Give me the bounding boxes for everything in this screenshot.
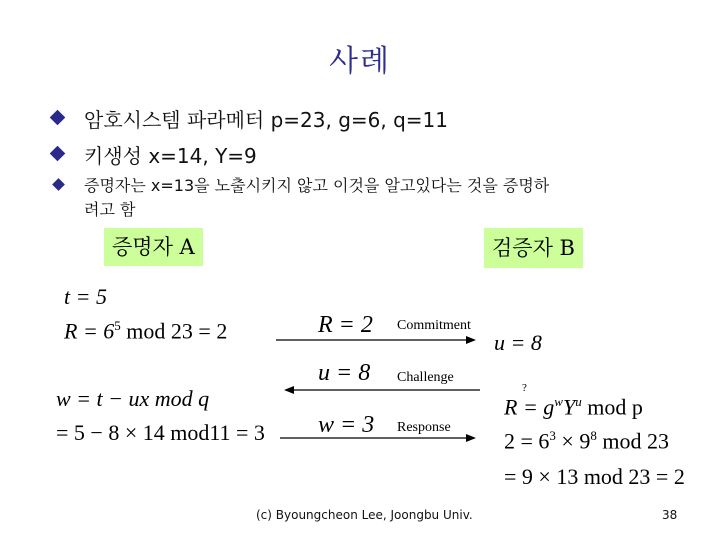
commitment-label: Commitment bbox=[397, 318, 471, 333]
message-arrows bbox=[270, 330, 490, 450]
bullet-text-2: 키생성 x=14, Y=9 bbox=[84, 144, 257, 168]
verification-question-mark: ? bbox=[522, 382, 527, 394]
challenge-label: Challenge bbox=[397, 370, 454, 385]
page-title: 사례 bbox=[329, 44, 391, 79]
prover-eq-t: t = 5 bbox=[64, 284, 107, 309]
bullet-diamond-icon bbox=[50, 146, 66, 162]
bullet-text-3-cont: 려고 함 bbox=[84, 200, 136, 219]
response-label: Response bbox=[397, 420, 451, 435]
page-number: 38 bbox=[662, 508, 678, 522]
prover-eq-w: w = t − ux mod q bbox=[56, 386, 210, 411]
challenge-value: u = 8 bbox=[318, 360, 371, 386]
response-value: w = 3 bbox=[318, 412, 375, 438]
prover-eq-w2: = 5 − 8 × 14 mod11 = 3 bbox=[56, 420, 265, 445]
verifier-eq-check: $R = g^wY^u$ mod p bbox=[504, 394, 643, 420]
prover-label-box: 증명자 A bbox=[104, 228, 203, 266]
verifier-eq-u: u = 8 bbox=[494, 330, 542, 355]
bullet-diamond-icon bbox=[50, 110, 66, 126]
prover-eq-r: $R = 6^5$ mod 23 = 2 bbox=[64, 318, 228, 344]
bullet-diamond-icon bbox=[52, 178, 65, 191]
verifier-label-box: 검증자 B bbox=[484, 228, 583, 268]
verifier-eq-result: = 9 × 13 mod 23 = 2 bbox=[504, 464, 685, 489]
bullet-text-1: 암호시스템 파라메터 p=23, g=6, q=11 bbox=[84, 108, 449, 132]
verifier-eq-calc: $2 = 6^3 \times 9^8$ mod 23 bbox=[504, 428, 669, 454]
commitment-value: R = 2 bbox=[318, 312, 373, 338]
bullet-text-3: 증명자는 x=13을 노출시키지 않고 이것을 알고있다는 것을 증명하 bbox=[84, 176, 550, 195]
footer-credit: (c) Byoungcheon Lee, Joongbu Univ. bbox=[256, 508, 473, 522]
